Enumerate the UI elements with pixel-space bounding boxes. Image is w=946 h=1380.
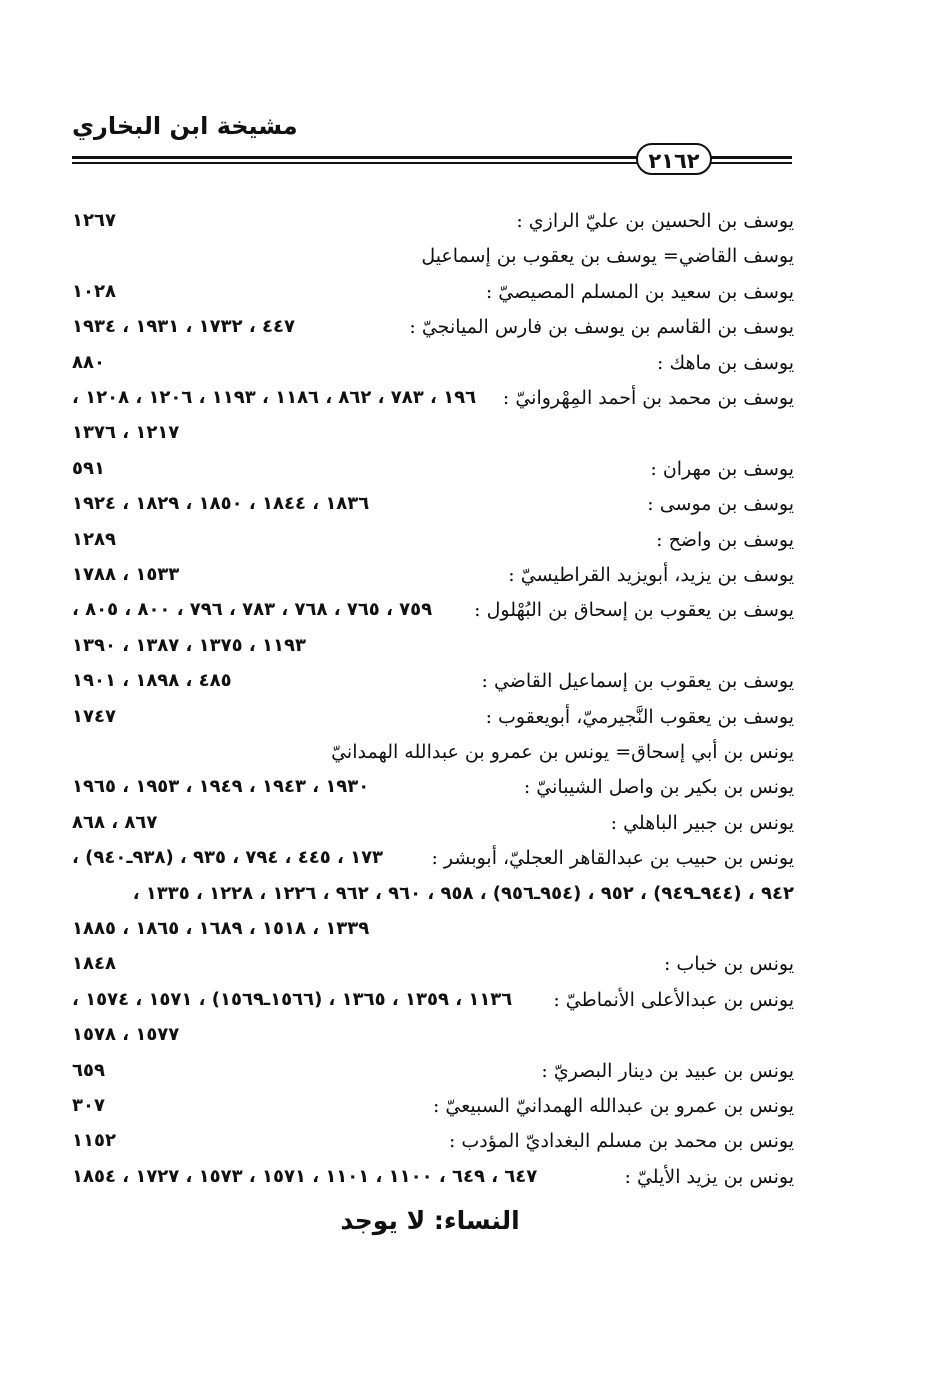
index-entry <box>72 1160 794 1194</box>
entry-page-refs: ١٢١٧ ، ١٣٧٦ <box>72 422 180 444</box>
entry-name: يوسف بن مهران : <box>650 457 794 480</box>
entry-name: يوسف بن ماهك : <box>657 351 794 374</box>
entry-page-refs: ٦٤٧ ، ٦٤٩ ، ١١٠٠ ، ١١٠١ ، ١٥٧١ ، ١٥٧٣ ، ١٧٢٧ ، ١٨٥٤ <box>72 1165 538 1187</box>
index-entry <box>72 523 794 557</box>
entry-name: يونس بن حبيب بن عبدالقاهر العجليّ، أبوبشر : <box>431 847 794 870</box>
entry-name: يونس بن يزيد الأيليّ : <box>624 1165 794 1188</box>
entry-page-refs: ١٧٣ ، ٤٤٥ ، ٧٩٤ ، ٩٣٥ ، (٩٣٨ـ٩٤٠) ، <box>72 847 384 869</box>
entry-name: يونس بن جبير الباهلي : <box>610 811 794 834</box>
entry-page-refs: ٤٨٥ ، ١٨٩٨ ، ١٩٠١ <box>72 670 232 692</box>
index-entry <box>72 204 794 238</box>
entry-name: يونس بن خباب : <box>663 953 794 976</box>
index-entry <box>72 593 794 627</box>
entry-name: يوسف بن يزيد، أبويزيد القراطيسيّ : <box>508 564 794 586</box>
entry-name: يوسف القاضي= يوسف بن يعقوب بن إسماعيل <box>421 245 794 268</box>
index-entry <box>72 275 794 309</box>
entry-name: يوسف بن واضح : <box>656 528 794 551</box>
index-entry <box>72 1054 794 1088</box>
entry-name: يونس بن محمد بن مسلم البغداديّ المؤدب : <box>448 1130 794 1153</box>
index-entry <box>72 983 794 1017</box>
entry-page-refs: ٨٦٧ ، ٨٦٨ <box>72 811 158 833</box>
entry-page-refs: ٤٤٧ ، ١٧٣٢ ، ١٩٣١ ، ١٩٣٤ <box>72 316 295 338</box>
entry-page-refs: ١٩٣٠ ، ١٩٤٣ ، ١٩٤٩ ، ١٩٥٣ ، ١٩٦٥ <box>72 776 370 798</box>
entry-name: يوسف بن الحسين بن عليّ الرازي : <box>516 210 794 232</box>
index-entry <box>72 1089 794 1123</box>
index-entry <box>72 346 794 380</box>
entry-page-refs: ١١٩٣ ، ١٣٧٥ ، ١٣٨٧ ، ١٣٩٠ <box>72 634 306 656</box>
index-entry <box>72 947 794 981</box>
index-entry <box>72 416 794 450</box>
entry-page-refs: ١٢٦٧ <box>72 210 116 231</box>
entry-page-refs: ١٣٣٩ ، ١٥١٨ ، ١٦٨٩ ، ١٨٦٥ ، ١٨٨٥ <box>72 918 370 939</box>
entry-name: يونس بن عمرو بن عبدالله الهمدانيّ السبيعيّ : <box>432 1095 794 1117</box>
entry-name: يوسف بن محمد بن أحمد المِهْروانيّ : <box>502 387 794 409</box>
entry-name: يوسف بن موسى : <box>647 493 794 516</box>
entry-name: يوسف بن يعقوب بن إسماعيل القاضي : <box>481 670 794 693</box>
entry-page-refs: ١٥٣٣ ، ١٧٨٨ <box>72 564 180 585</box>
index-entry <box>72 664 794 698</box>
entry-page-refs: ١٢٨٩ <box>72 528 116 550</box>
index-entry <box>72 912 794 946</box>
entry-page-refs: ٩٤٢ ، (٩٤٤ـ٩٤٩) ، ٩٥٢ ، (٩٥٤ـ٩٥٦) ، ٩٥٨ ، ٩٦٠ ، ٩٦٢ ، ١٢٢٦ ، ١٢٢٨ ، ١٣٣٥ ، <box>132 882 794 904</box>
book-title: مشيخة ابن البخاري <box>72 112 298 140</box>
entry-page-refs: ٨٨٠ <box>72 351 105 373</box>
entry-page-refs: ١٥٧٧ ، ١٥٧٨ <box>72 1024 180 1046</box>
entry-page-refs: ٥٩١ <box>72 457 105 479</box>
index-entry <box>72 806 794 840</box>
index-entry <box>72 558 794 592</box>
entry-page-refs: ١٨٤٨ <box>72 953 116 975</box>
entry-name: يونس بن عبدالأعلى الأنماطيّ : <box>553 988 794 1011</box>
entry-page-refs: ١٨٣٦ ، ١٨٤٤ ، ١٨٥٠ ، ١٨٢٩ ، ١٩٢٤ <box>72 493 370 515</box>
index-entry <box>72 310 794 344</box>
entry-name: يوسف بن القاسم بن يوسف بن فارس الميانجيّ : <box>409 316 794 339</box>
entry-page-refs: ٦٥٩ <box>72 1059 105 1081</box>
entry-name: يوسف بن يعقوب النَّجيرميّ، أبويعقوب : <box>485 705 794 728</box>
entry-page-refs: ١١٥٢ <box>72 1130 116 1152</box>
index-entry <box>72 381 794 415</box>
index-entry <box>72 629 794 663</box>
entry-page-refs: ٧٥٩ ، ٧٦٥ ، ٧٦٨ ، ٧٨٣ ، ٧٩٦ ، ٨٠٠ ، ٨٠٥ ، <box>72 599 433 621</box>
index-entry <box>72 770 794 804</box>
entry-name: يوسف بن سعيد بن المسلم المصيصيّ : <box>485 280 794 303</box>
index-entry <box>72 1124 794 1158</box>
entry-page-refs: ١٠٢٨ <box>72 280 116 302</box>
entry-page-refs: ١١٣٦ ، ١٣٥٩ ، ١٣٦٥ ، (١٥٦٦ـ١٥٦٩) ، ١٥٧١ ، ١٥٧٤ ، <box>72 988 513 1010</box>
entry-page-refs: ١٩٦ ، ٧٨٣ ، ٨٦٢ ، ١١٨٦ ، ١١٩٣ ، ١٢٠٦ ، ١٢٠٨ ، <box>72 387 477 408</box>
entry-page-refs: ٣٠٧ <box>72 1095 105 1116</box>
index-entry <box>72 735 794 769</box>
entry-name: يونس بن بكير بن واصل الشيبانيّ : <box>523 776 794 799</box>
entry-name: يوسف بن يعقوب بن إسحاق بن البُهْلول : <box>474 599 794 622</box>
women-section-heading: النساء: لا يوجد <box>340 1206 520 1235</box>
entry-page-refs: ١٧٤٧ <box>72 705 116 727</box>
index-entry <box>72 239 794 273</box>
index-entry <box>72 452 794 486</box>
index-entry <box>72 877 794 911</box>
entry-name: يونس بن عبيد بن دينار البصريّ : <box>541 1059 794 1082</box>
index-entry <box>72 1018 794 1052</box>
index-entry <box>72 700 794 734</box>
index-entry <box>72 487 794 521</box>
page-number: ٢١٦٢ <box>636 143 712 175</box>
entry-name: يونس بن أبي إسحاق= يونس بن عمرو بن عبدالله الهمدانيّ <box>331 741 794 763</box>
index-entry <box>72 841 794 875</box>
